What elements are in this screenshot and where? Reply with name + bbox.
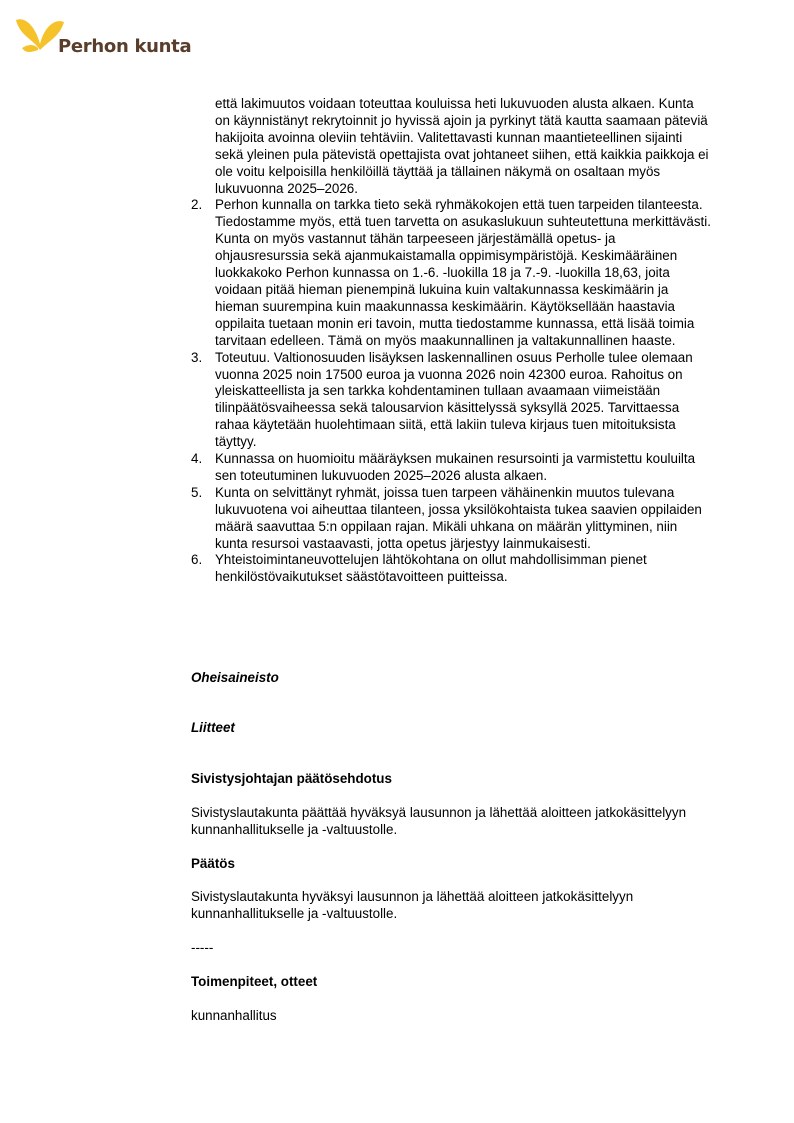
list-item bbox=[191, 552, 711, 586]
item-text: Kunnassa on huomioitu määräyksen mukainen resursointi ja varmistettu kouluilta sen toteutuminen lukuvuoden 2025–2026 alusta alkaen. bbox=[215, 451, 696, 483]
response-list bbox=[191, 96, 711, 586]
list-item bbox=[191, 451, 711, 485]
org-logo bbox=[14, 10, 192, 60]
item-number: 2. bbox=[191, 197, 203, 213]
list-item bbox=[191, 350, 711, 451]
item-text: Perhon kunnalla on tarkka tieto sekä ryhmäkokojen että tuen tarpeiden tilanteesta. Tiedostamme myös, että tuen tarvetta on asukaslukuun suhteutettuna merkittävästi. Kunta on myös vastannut tähän tarpeeseen järjestämällä opetus- ja ohjausresurssia sekä ajanmukaistamalla oppimisympäristöjä. Keskimääräinen luokkakoko Perhon kunnassa on 1.-6. -luokilla 18 ja 7.-9. -luokilla 18,63, joita voidaan pitää hieman pienempinä lukuina kuin valtakunnassa keskimäärin ja hieman suurempina kuin maakunnassa keskimäärin. Käytöksellään haastavia oppilaita tuetaan monin eri tavoin, mutta tiedostamme kunnassa, että lisää toimia tarvitaan edelleen. Tämä on myös maakunnallinen ja valtakunnallinen haaste. bbox=[215, 197, 711, 348]
item-number: 3. bbox=[191, 349, 203, 365]
proposal-heading: Sivistysjohtajan päätösehdotus bbox=[191, 771, 392, 786]
item-number: 5. bbox=[191, 484, 203, 500]
proposal-text: Sivistyslautakunta päättää hyväksyä lausunnon ja lähettää aloitteen jatkokäsittelyyn kunnanhallitukselle ja -valtuustolle. bbox=[191, 805, 687, 837]
item-text: Kunta on selvittänyt ryhmät, joissa tuen tarpeen vähäinenkin muutos tulevana lukuvuotena voi aiheuttaa tilanteen, jossa yksilökohtaista tukea saavien oppilaiden määrä saavuttaa 5:n oppilaan rajan. Mikäli uhkana on määrän ylittyminen, niin kunta resursoi vastaavasti, jotta opetus järjestyy lainmukaisesti. bbox=[215, 484, 702, 551]
divider-text: ----- bbox=[191, 940, 214, 955]
list-continuation: että lakimuutos voidaan toteuttaa kouluissa heti lukuvuoden alusta alkaen. Kunta on käynnistänyt rekrytoinnit jo hyvissä ajoin ja pyrkinyt tätä kautta saamaan päteviä hakijoita avoinna oleviin tehtäviin. Valitettavasti kunnan maantieteellinen sijainti sekä yleinen pula pätevistä opettajista ovat johtaneet siihen, että kaikkia paikkoja ei ole voitu kelpoisilla henkilöillä täyttää ja tällainen näkymä on osaltaan myös lukuvuonna 2025–2026. bbox=[215, 96, 709, 196]
decision-text: Sivistyslautakunta hyväksyi lausunnon ja lähettää aloitteen jatkokäsittelyyn kunnanhallitukselle ja -valtuustolle. bbox=[191, 889, 634, 921]
item-text: Yhteistoimintaneuvottelujen lähtökohtana on ollut mahdollisimman pienet henkilöstövaikutukset säästötavoitteen puitteissa. bbox=[215, 552, 647, 585]
org-name: Perhon kunta bbox=[58, 36, 192, 57]
item-number: 6. bbox=[191, 552, 203, 568]
oheisaineisto-heading: Oheisaineisto bbox=[191, 670, 279, 685]
list-item bbox=[191, 197, 711, 349]
decision-heading: Päätös bbox=[191, 856, 235, 871]
list-item bbox=[191, 485, 711, 553]
item-number: 4. bbox=[191, 451, 203, 467]
item-text: Toteutuu. Valtionosuuden lisäyksen laskennallinen osuus Perholle tulee olemaan vuonna 2025 noin 17500 euroa ja vuonna 2026 noin 42300 euroa. Rahoitus on yleiskatteellista ja sen tarkka kohdentaminen tullaan avaamaan viimeistään tilinpäätösvaiheessa sekä talousarvion käsittelyssä syksyllä 2025. Tarvittaessa rahaa käytetään huolehtimaan siitä, että lakiin tuleva kirjaus tuen mitoituksista täyttyy. bbox=[215, 349, 693, 450]
liitteet-heading: Liitteet bbox=[191, 720, 235, 735]
actions-heading: Toimenpiteet, otteet bbox=[191, 974, 318, 989]
actions-text: kunnanhallitus bbox=[191, 1008, 277, 1023]
